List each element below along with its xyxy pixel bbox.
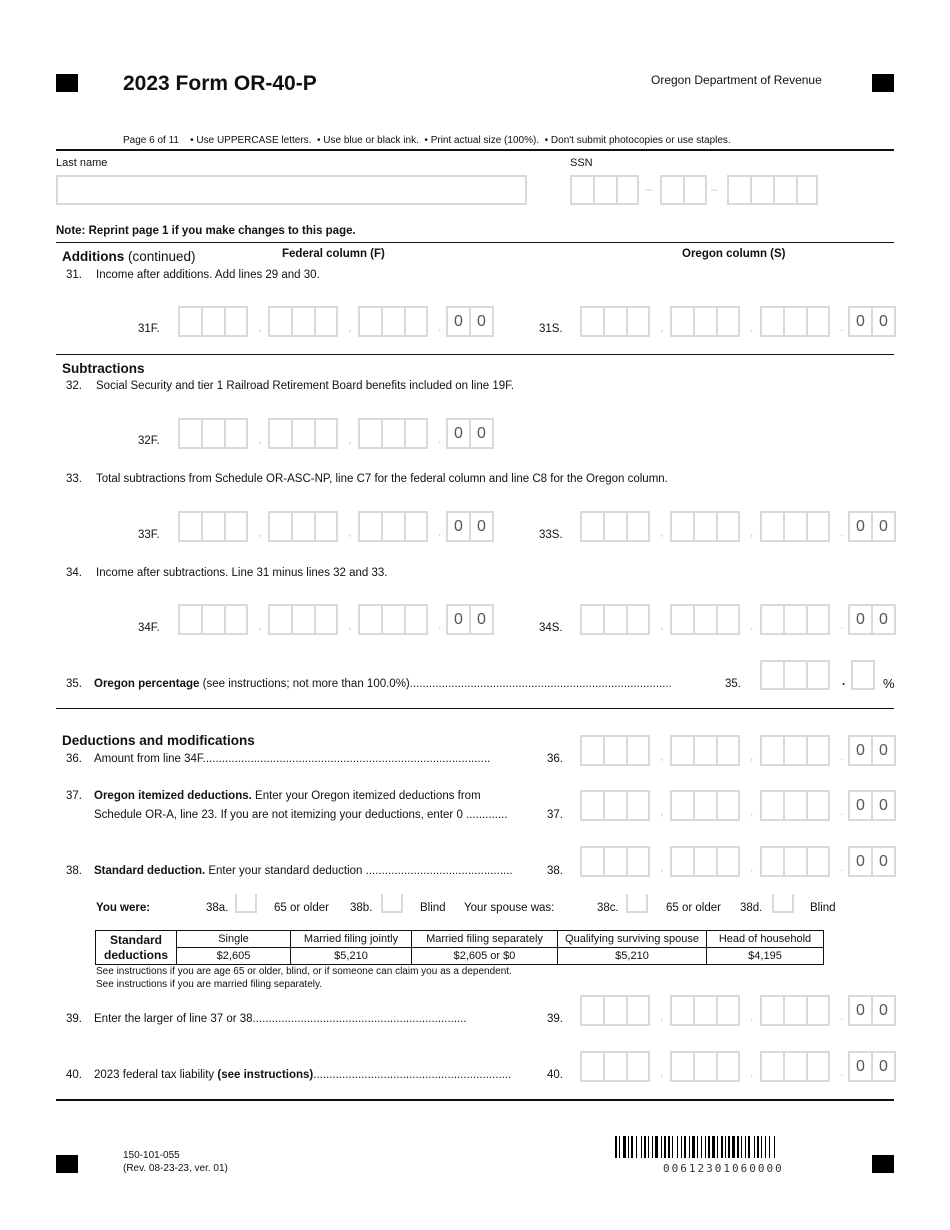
line-39-number: 39. <box>66 1013 82 1025</box>
cents-digit: 0 <box>469 606 492 633</box>
cents-digit: 0 <box>871 792 894 819</box>
cents-box <box>848 511 896 542</box>
barcode-number: 00612301060000 <box>663 1162 784 1175</box>
amount-digit-group[interactable] <box>670 604 740 635</box>
header-rule <box>56 149 894 151</box>
line-36-number: 36. <box>66 753 82 765</box>
std-table-value: $5,210 <box>558 948 707 965</box>
page-number: Page 6 of 11 <box>123 135 179 146</box>
decimal-point: . <box>438 432 442 446</box>
amount-digit-group[interactable] <box>358 511 428 542</box>
amount-digit-group[interactable] <box>358 604 428 635</box>
line-40-text: 2023 federal tax liability (see instructions).............................................................. <box>94 1069 512 1081</box>
line-31s-label: 31S. <box>539 323 563 335</box>
line-38a-text: 65 or older <box>274 902 329 914</box>
cents-box <box>848 790 896 821</box>
std-table-row-label: Standard deductions <box>96 931 177 965</box>
thousands-separator: , <box>750 804 754 818</box>
cents-box <box>848 1051 896 1082</box>
percent-sign: % <box>883 676 895 691</box>
oregon-percentage-whole-input[interactable] <box>760 660 830 690</box>
thousands-separator: , <box>348 618 352 632</box>
cents-digit: 0 <box>469 308 492 335</box>
line-36-ref: 36. <box>547 753 563 765</box>
section-rule <box>56 354 894 355</box>
ssn-part-1-input[interactable] <box>570 175 639 205</box>
amount-digit-group[interactable] <box>760 306 830 337</box>
thousands-separator: , <box>660 525 664 539</box>
form-number: 150-101-055 <box>123 1150 180 1161</box>
amount-digit-group[interactable] <box>760 846 830 877</box>
cents-box <box>848 604 896 635</box>
amount-digit-group[interactable] <box>178 418 248 449</box>
amount-digit-group[interactable] <box>178 306 248 337</box>
ssn-label: SSN <box>570 157 593 169</box>
thousands-separator: , <box>750 525 754 539</box>
amount-digit-group[interactable] <box>670 790 740 821</box>
cents-box <box>848 846 896 877</box>
amount-digit-group[interactable] <box>670 306 740 337</box>
cents-digit: 0 <box>454 313 463 330</box>
line-33s-label: 33S. <box>539 529 563 541</box>
thousands-separator: , <box>258 618 262 632</box>
cents-digit: 0 <box>856 742 865 759</box>
amount-digit-group[interactable] <box>580 735 650 766</box>
ssn-dash: – <box>711 182 718 196</box>
registration-mark <box>872 1155 894 1173</box>
line-39-text: Enter the larger of line 37 or 38................................................................... <box>94 1013 467 1025</box>
amount-digit-group[interactable] <box>670 511 740 542</box>
instructions-note: See instructions if you are married filing separately. <box>96 979 323 990</box>
line-40-ref: 40. <box>547 1069 563 1081</box>
oregon-column-heading: Oregon column (S) <box>682 248 786 260</box>
cents-box <box>446 511 494 542</box>
reprint-note: Note: Reprint page 1 if you make changes to this page. <box>56 225 356 237</box>
ssn-part-3-input[interactable] <box>727 175 818 205</box>
registration-mark <box>872 74 894 92</box>
cents-digit: 0 <box>856 853 865 870</box>
line-38a-checkbox[interactable] <box>235 894 257 913</box>
cents-box <box>446 306 494 337</box>
cents-box <box>446 418 494 449</box>
line-38c-text: 65 or older <box>666 902 721 914</box>
ssn-dash: – <box>645 182 652 196</box>
line-38c-label: 38c. <box>597 902 619 914</box>
line-32f-label: 32F. <box>138 435 160 447</box>
amount-digit-group[interactable] <box>670 995 740 1026</box>
decimal-point: . <box>438 525 442 539</box>
line-38d-text: Blind <box>810 902 836 914</box>
decimal-point: . <box>840 320 844 334</box>
percent-decimal: . <box>842 676 846 688</box>
amount-digit-group[interactable] <box>760 735 830 766</box>
last-name-label: Last name <box>56 157 108 169</box>
line-39-ref: 39. <box>547 1013 563 1025</box>
cents-box <box>848 735 896 766</box>
thousands-separator: , <box>750 1065 754 1079</box>
cents-digit: 0 <box>454 611 463 628</box>
thousands-separator: , <box>348 432 352 446</box>
cents-digit: 0 <box>856 313 865 330</box>
thousands-separator: , <box>750 860 754 874</box>
line-40-number: 40. <box>66 1069 82 1081</box>
thousands-separator: , <box>258 432 262 446</box>
line-31f-label: 31F. <box>138 323 160 335</box>
additions-heading: Additions (continued) <box>62 249 196 264</box>
std-table-value: $2,605 or $0 <box>412 948 558 965</box>
instructions-note: See instructions if you are age 65 or older, blind, or if someone can claim you as a dependent. <box>96 966 512 977</box>
instructions-text: • Use UPPERCASE letters. • Use blue or black ink. • Print actual size (100%). • Don't submit photocopies or use staples. <box>190 135 731 146</box>
decimal-point: . <box>840 749 844 763</box>
ssn-part-2-input[interactable] <box>660 175 707 205</box>
thousands-separator: , <box>660 1009 664 1023</box>
amount-digit-group[interactable] <box>580 1051 650 1082</box>
cents-digit: 0 <box>856 611 865 628</box>
line-37-ref: 37. <box>547 809 563 821</box>
amount-digit-group[interactable] <box>268 604 338 635</box>
cents-digit: 0 <box>856 518 865 535</box>
decimal-point: . <box>840 1065 844 1079</box>
barcode <box>615 1136 825 1158</box>
amount-digit-group[interactable] <box>760 604 830 635</box>
decimal-point: . <box>840 525 844 539</box>
form-title: 2023 Form OR-40-P <box>123 72 317 95</box>
amount-digit-group[interactable] <box>760 511 830 542</box>
decimal-point: . <box>438 618 442 632</box>
line-37-number: 37. <box>66 790 82 802</box>
line-38b-text: Blind <box>420 902 446 914</box>
std-table-header: Married filing jointly <box>291 931 412 948</box>
standard-deductions-table <box>95 930 824 965</box>
decimal-point: . <box>840 860 844 874</box>
line-36-text: Amount from line 34F.......................................................................................... <box>94 753 491 765</box>
line-33f-label: 33F. <box>138 529 160 541</box>
amount-digit-group[interactable] <box>268 306 338 337</box>
spouse-was-label: Your spouse was: <box>464 902 555 914</box>
section-rule <box>56 242 894 243</box>
thousands-separator: , <box>750 618 754 632</box>
section-rule <box>56 708 894 709</box>
amount-digit-group[interactable] <box>268 511 338 542</box>
cents-box <box>848 306 896 337</box>
thousands-separator: , <box>660 320 664 334</box>
line-38d-label: 38d. <box>740 902 763 914</box>
registration-mark <box>56 74 78 92</box>
line-35-ref: 35. <box>725 678 741 690</box>
cents-box <box>848 995 896 1026</box>
line-33-number: 33. <box>66 473 82 485</box>
amount-digit-group[interactable] <box>178 604 248 635</box>
amount-digit-group[interactable] <box>178 511 248 542</box>
line-38d-checkbox[interactable] <box>772 894 794 913</box>
cents-digit: 0 <box>871 997 894 1024</box>
amount-digit-group[interactable] <box>580 846 650 877</box>
cents-digit: 0 <box>469 513 492 540</box>
thousands-separator: , <box>660 804 664 818</box>
line-32-number: 32. <box>66 380 82 392</box>
std-table-value: $4,195 <box>707 948 824 965</box>
std-table-header: Head of household <box>707 931 824 948</box>
thousands-separator: , <box>750 749 754 763</box>
cents-digit: 0 <box>856 1058 865 1075</box>
deductions-heading: Deductions and modifications <box>62 733 255 748</box>
std-table-value: $5,210 <box>291 948 412 965</box>
decimal-point: . <box>438 320 442 334</box>
line-35-text: Oregon percentage (see instructions; not more than 100.0%).................................................................................. <box>94 678 672 690</box>
decimal-point: . <box>840 804 844 818</box>
line-34f-label: 34F. <box>138 622 160 634</box>
amount-digit-group[interactable] <box>268 418 338 449</box>
std-table-header: Single <box>177 931 291 948</box>
line-37-text-2: Schedule OR-A, line 23. If you are not itemizing your deductions, enter 0 ............. <box>94 809 508 821</box>
amount-digit-group[interactable] <box>670 735 740 766</box>
federal-column-heading: Federal column (F) <box>282 248 385 260</box>
amount-digit-group[interactable] <box>580 790 650 821</box>
line-38b-checkbox[interactable] <box>381 894 403 913</box>
std-table-header: Qualifying surviving spouse <box>558 931 707 948</box>
thousands-separator: , <box>258 320 262 334</box>
line-35-number: 35. <box>66 678 82 690</box>
std-table-value: $2,605 <box>177 948 291 965</box>
std-table-header: Married filing separately <box>412 931 558 948</box>
line-38-ref: 38. <box>547 865 563 877</box>
oregon-percentage-tenth-input[interactable] <box>851 660 875 690</box>
amount-digit-group[interactable] <box>670 846 740 877</box>
cents-digit: 0 <box>856 797 865 814</box>
thousands-separator: , <box>750 1009 754 1023</box>
thousands-separator: , <box>660 618 664 632</box>
cents-digit: 0 <box>871 308 894 335</box>
cents-digit: 0 <box>856 1002 865 1019</box>
amount-digit-group[interactable] <box>760 995 830 1026</box>
line-31-text: Income after additions. Add lines 29 and 30. <box>96 269 320 281</box>
you-were-label: You were: <box>96 902 151 914</box>
cents-digit: 0 <box>871 513 894 540</box>
line-38a-label: 38a. <box>206 902 229 914</box>
decimal-point: . <box>840 1009 844 1023</box>
decimal-point: . <box>840 618 844 632</box>
revision-date: (Rev. 08-23-23, ver. 01) <box>123 1163 228 1174</box>
amount-digit-group[interactable] <box>760 790 830 821</box>
amount-digit-group[interactable] <box>670 1051 740 1082</box>
amount-digit-group[interactable] <box>580 995 650 1026</box>
cents-digit: 0 <box>454 518 463 535</box>
registration-mark <box>56 1155 78 1173</box>
cents-digit: 0 <box>469 420 492 447</box>
cents-digit: 0 <box>454 425 463 442</box>
line-38c-checkbox[interactable] <box>626 894 648 913</box>
thousands-separator: , <box>660 1065 664 1079</box>
line-34-number: 34. <box>66 567 82 579</box>
thousands-separator: , <box>258 525 262 539</box>
line-38-number: 38. <box>66 865 82 877</box>
line-38b-label: 38b. <box>350 902 373 914</box>
amount-digit-group[interactable] <box>580 511 650 542</box>
amount-digit-group[interactable] <box>580 604 650 635</box>
thousands-separator: , <box>348 320 352 334</box>
line-34s-label: 34S. <box>539 622 563 634</box>
line-33-text: Total subtractions from Schedule OR-ASC-NP, line C7 for the federal column and line C8 for the Oregon column. <box>96 473 668 485</box>
thousands-separator: , <box>750 320 754 334</box>
line-34-text: Income after subtractions. Line 31 minus lines 32 and 33. <box>96 567 388 579</box>
amount-digit-group[interactable] <box>580 306 650 337</box>
thousands-separator: , <box>660 749 664 763</box>
cents-digit: 0 <box>871 606 894 633</box>
cents-digit: 0 <box>871 1053 894 1080</box>
agency-name: Oregon Department of Revenue <box>651 73 822 87</box>
amount-digit-group[interactable] <box>358 306 428 337</box>
line-31-number: 31. <box>66 269 82 281</box>
line-32-text: Social Security and tier 1 Railroad Retirement Board benefits included on line 19F. <box>96 380 515 392</box>
cents-digit: 0 <box>871 737 894 764</box>
cents-box <box>446 604 494 635</box>
amount-digit-group[interactable] <box>358 418 428 449</box>
page-instructions <box>123 135 731 146</box>
last-name-input[interactable] <box>56 175 527 205</box>
thousands-separator: , <box>348 525 352 539</box>
cents-digit: 0 <box>871 848 894 875</box>
line-37-text: Oregon itemized deductions. Enter your Oregon itemized deductions from <box>94 790 481 802</box>
footer-rule <box>56 1099 894 1101</box>
line-38-text: Standard deduction. Enter your standard deduction .............................................. <box>94 865 513 877</box>
amount-digit-group[interactable] <box>760 1051 830 1082</box>
subtractions-heading: Subtractions <box>62 361 145 376</box>
thousands-separator: , <box>660 860 664 874</box>
